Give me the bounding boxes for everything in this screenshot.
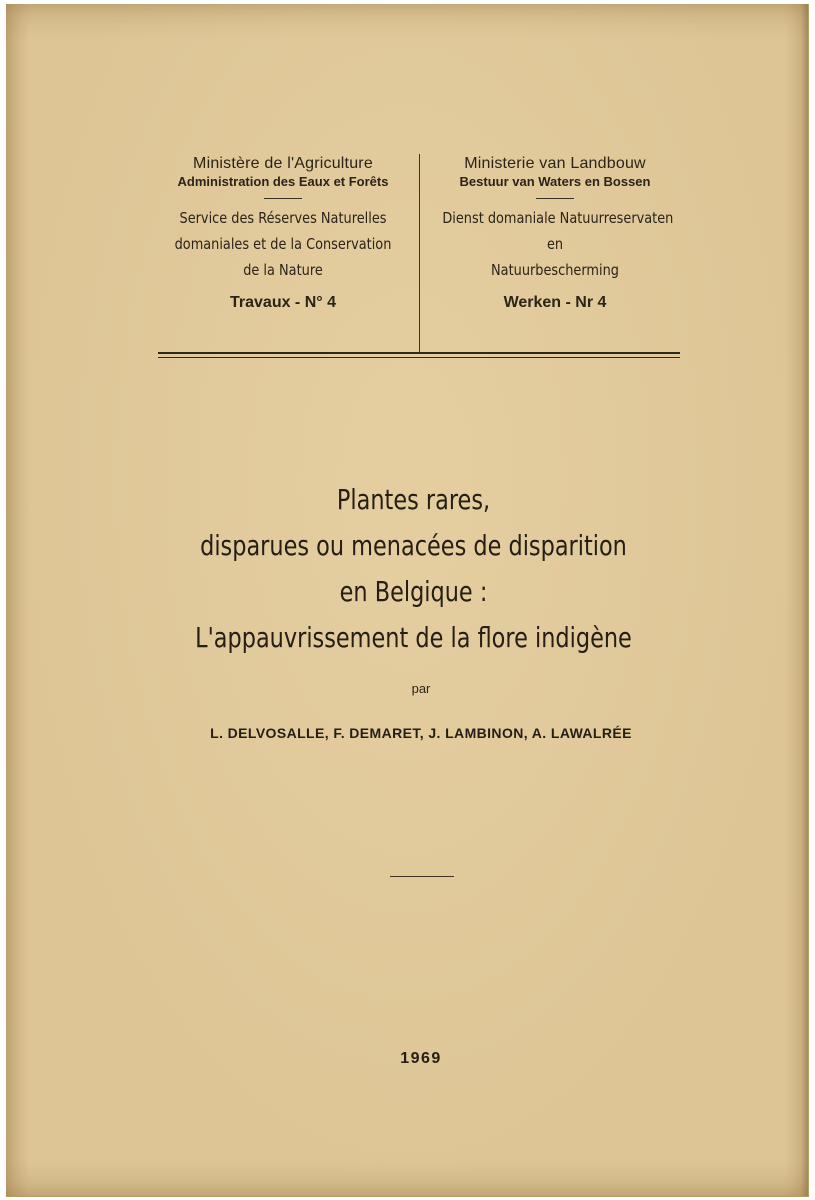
series-number-nl: Werken - Nr 4	[503, 294, 607, 311]
title-line-4: L'appauvrissement de la flore indigène	[195, 621, 632, 654]
title-line-2: disparues ou menacées de disparition	[200, 529, 627, 562]
header-french-column	[152, 154, 414, 313]
publication-year: 1969	[400, 1050, 442, 1067]
administration-name-nl: Bestuur van Waters en Bossen	[459, 174, 651, 189]
administration-name-fr: Administration des Eaux et Forêts	[177, 174, 389, 189]
service-line-nl-1: Dienst domaniale Natuurreservaten	[442, 209, 674, 227]
service-line-fr-1: Service des Réserves Naturelles	[179, 209, 387, 227]
ministry-name-fr: Ministère de l'Agriculture	[193, 155, 373, 172]
service-line-fr-2: domaniales et de la Conservation	[174, 235, 392, 253]
header-divider-nl	[536, 198, 574, 199]
book-cover	[6, 4, 809, 1197]
book-title	[106, 477, 721, 661]
authors-list: L. DELVOSALLE, F. DEMARET, J. LAMBINON, A. LAWALRÉE	[210, 725, 632, 741]
service-line-nl-3: Natuurbescherming	[491, 261, 619, 279]
header-double-rule	[158, 352, 680, 358]
title-line-1: Plantes rares,	[336, 483, 491, 516]
service-line-fr-3: de la Nature	[243, 261, 323, 279]
by-label: par	[411, 681, 431, 696]
footer-divider	[390, 876, 454, 877]
header-column-separator	[419, 154, 420, 352]
service-line-nl-2: en	[546, 235, 564, 253]
header-divider-fr	[264, 198, 302, 199]
ministry-name-nl: Ministerie van Landbouw	[464, 155, 646, 172]
header-dutch-column	[424, 154, 686, 313]
series-number-fr: Travaux - N° 4	[230, 294, 336, 311]
title-line-3: en Belgique :	[339, 575, 488, 608]
